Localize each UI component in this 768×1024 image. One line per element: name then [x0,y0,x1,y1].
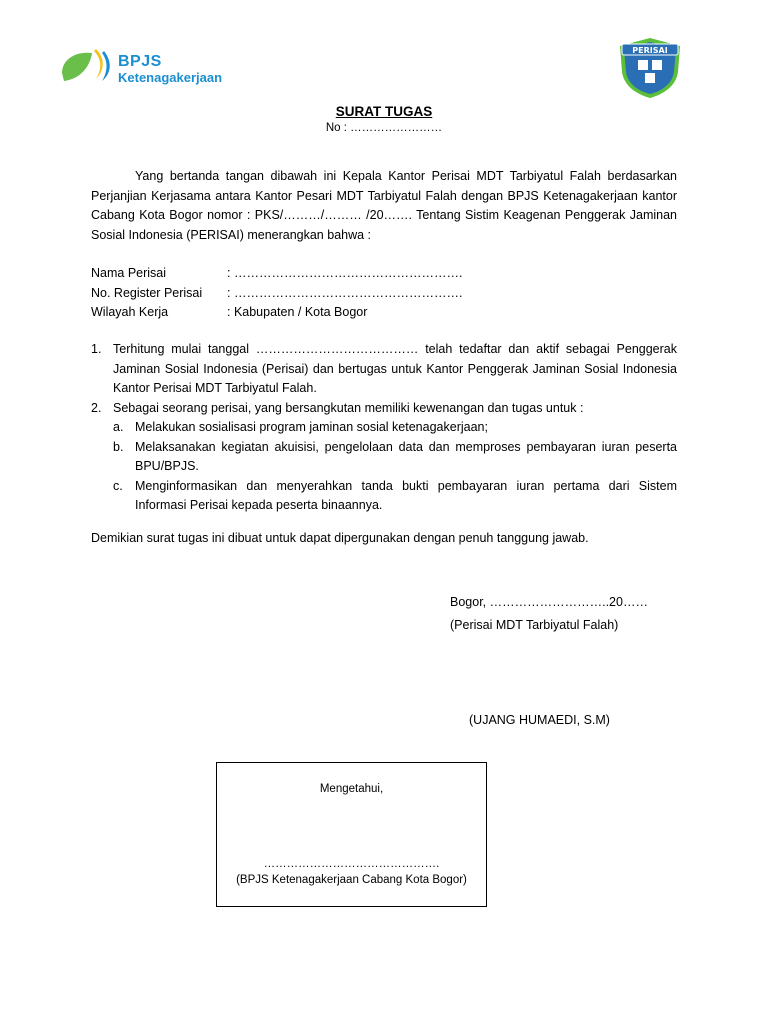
sub-list-text: Melaksanakan kegiatan akuisisi, pengelolaan data dan memproses pembayaran iuran peserta BPU/BPJS. [135,439,677,473]
place-date: Bogor, ………………………..20…… [450,595,648,609]
bpjs-logo-subtitle: Ketenagakerjaan [118,70,223,85]
field-row-register [91,284,677,304]
sub-list-letter: c. [113,478,123,493]
list-number: 1. [91,342,102,356]
acknowledgement-signature-line: ………………………………………. [263,858,440,870]
acknowledgement-organization: (BPJS Ketenagakerjaan Cabang Kota Bogor) [236,874,467,886]
field-label: Nama Perisai [91,266,167,280]
field-row-wilayah [91,303,677,323]
acknowledgement-box [216,762,487,907]
bpjs-logo-name: BPJS [118,53,162,70]
intro-paragraph: Yang bertanda tangan dibawah ini Kepala Kantor Perisai MDT Tarbiyatul Falah berdasarkan Perjanjian Kerjasama antara Kantor Pesari MDT Tarbiyatul Falah dengan BPJS Ketenagakerjaan kantor Cabang Kota Bogor nomor : PKS/………/……… /20……. Tentang Sistim Keagenan Penggerak Jaminan Sosial Indonesia (PERISAI) menerangkan bahwa : [91,169,677,242]
document-number: No : …………………… [325,122,443,134]
field-value: : ………………………………………………. [227,285,463,300]
perisai-shield-logo [616,36,684,100]
perisai-logo-text: PERISAI [632,46,668,55]
list-text: Sebagai seorang perisai, yang bersangkutan memiliki kewenangan dan tugas untuk : [113,400,584,415]
sub-list-letter: a. [113,420,124,434]
sub-list-text: Menginformasikan dan menyerahkan tanda bukti pembayaran iuran pertama dari Sistem Informasi Perisai kepada peserta binaannya. [135,478,677,512]
field-label: No. Register Perisai [91,285,203,300]
signatory-organization: (Perisai MDT Tarbiyatul Falah) [450,618,619,632]
list-text: Terhitung mulai tanggal ………………………………… telah tedaftar dan aktif sebagai Penggerak Jaminan Sosial Indonesia (Perisai) dan bertugas untuk Kantor Penggerak Jaminan Sosial Indonesia Kantor Perisai MDT Tarbiyatul Falah. [113,342,677,395]
field-label: Wilayah Kerja [91,305,169,319]
list-number: 2. [91,400,102,415]
list-item [91,399,677,419]
field-row-nama [91,264,677,284]
identity-fields [91,264,677,323]
sub-list-letter: b. [113,439,124,454]
sub-list-item [91,418,677,438]
acknowledgement-title: Mengetahui, [319,783,384,795]
numbered-list [91,340,677,516]
bpjs-logo [60,47,250,91]
list-item [91,340,677,399]
sub-list-text: Melakukan sosialisasi program jaminan sosial ketenagakerjaan; [135,420,488,434]
sub-list-item [91,438,677,477]
bpjs-leaf-icon [60,47,116,87]
document-title: SURAT TUGAS [335,104,433,119]
signatory-name: (UJANG HUMAEDI, S.M) [469,713,610,727]
field-value: : Kabupaten / Kota Bogor [227,305,368,319]
closing-paragraph: Demikian surat tugas ini dibuat untuk dapat dipergunakan dengan penuh tanggung jawab. [91,531,589,545]
field-value: : ………………………………………………. [227,266,463,280]
sub-list-item [91,477,677,516]
shield-icon [616,36,684,100]
